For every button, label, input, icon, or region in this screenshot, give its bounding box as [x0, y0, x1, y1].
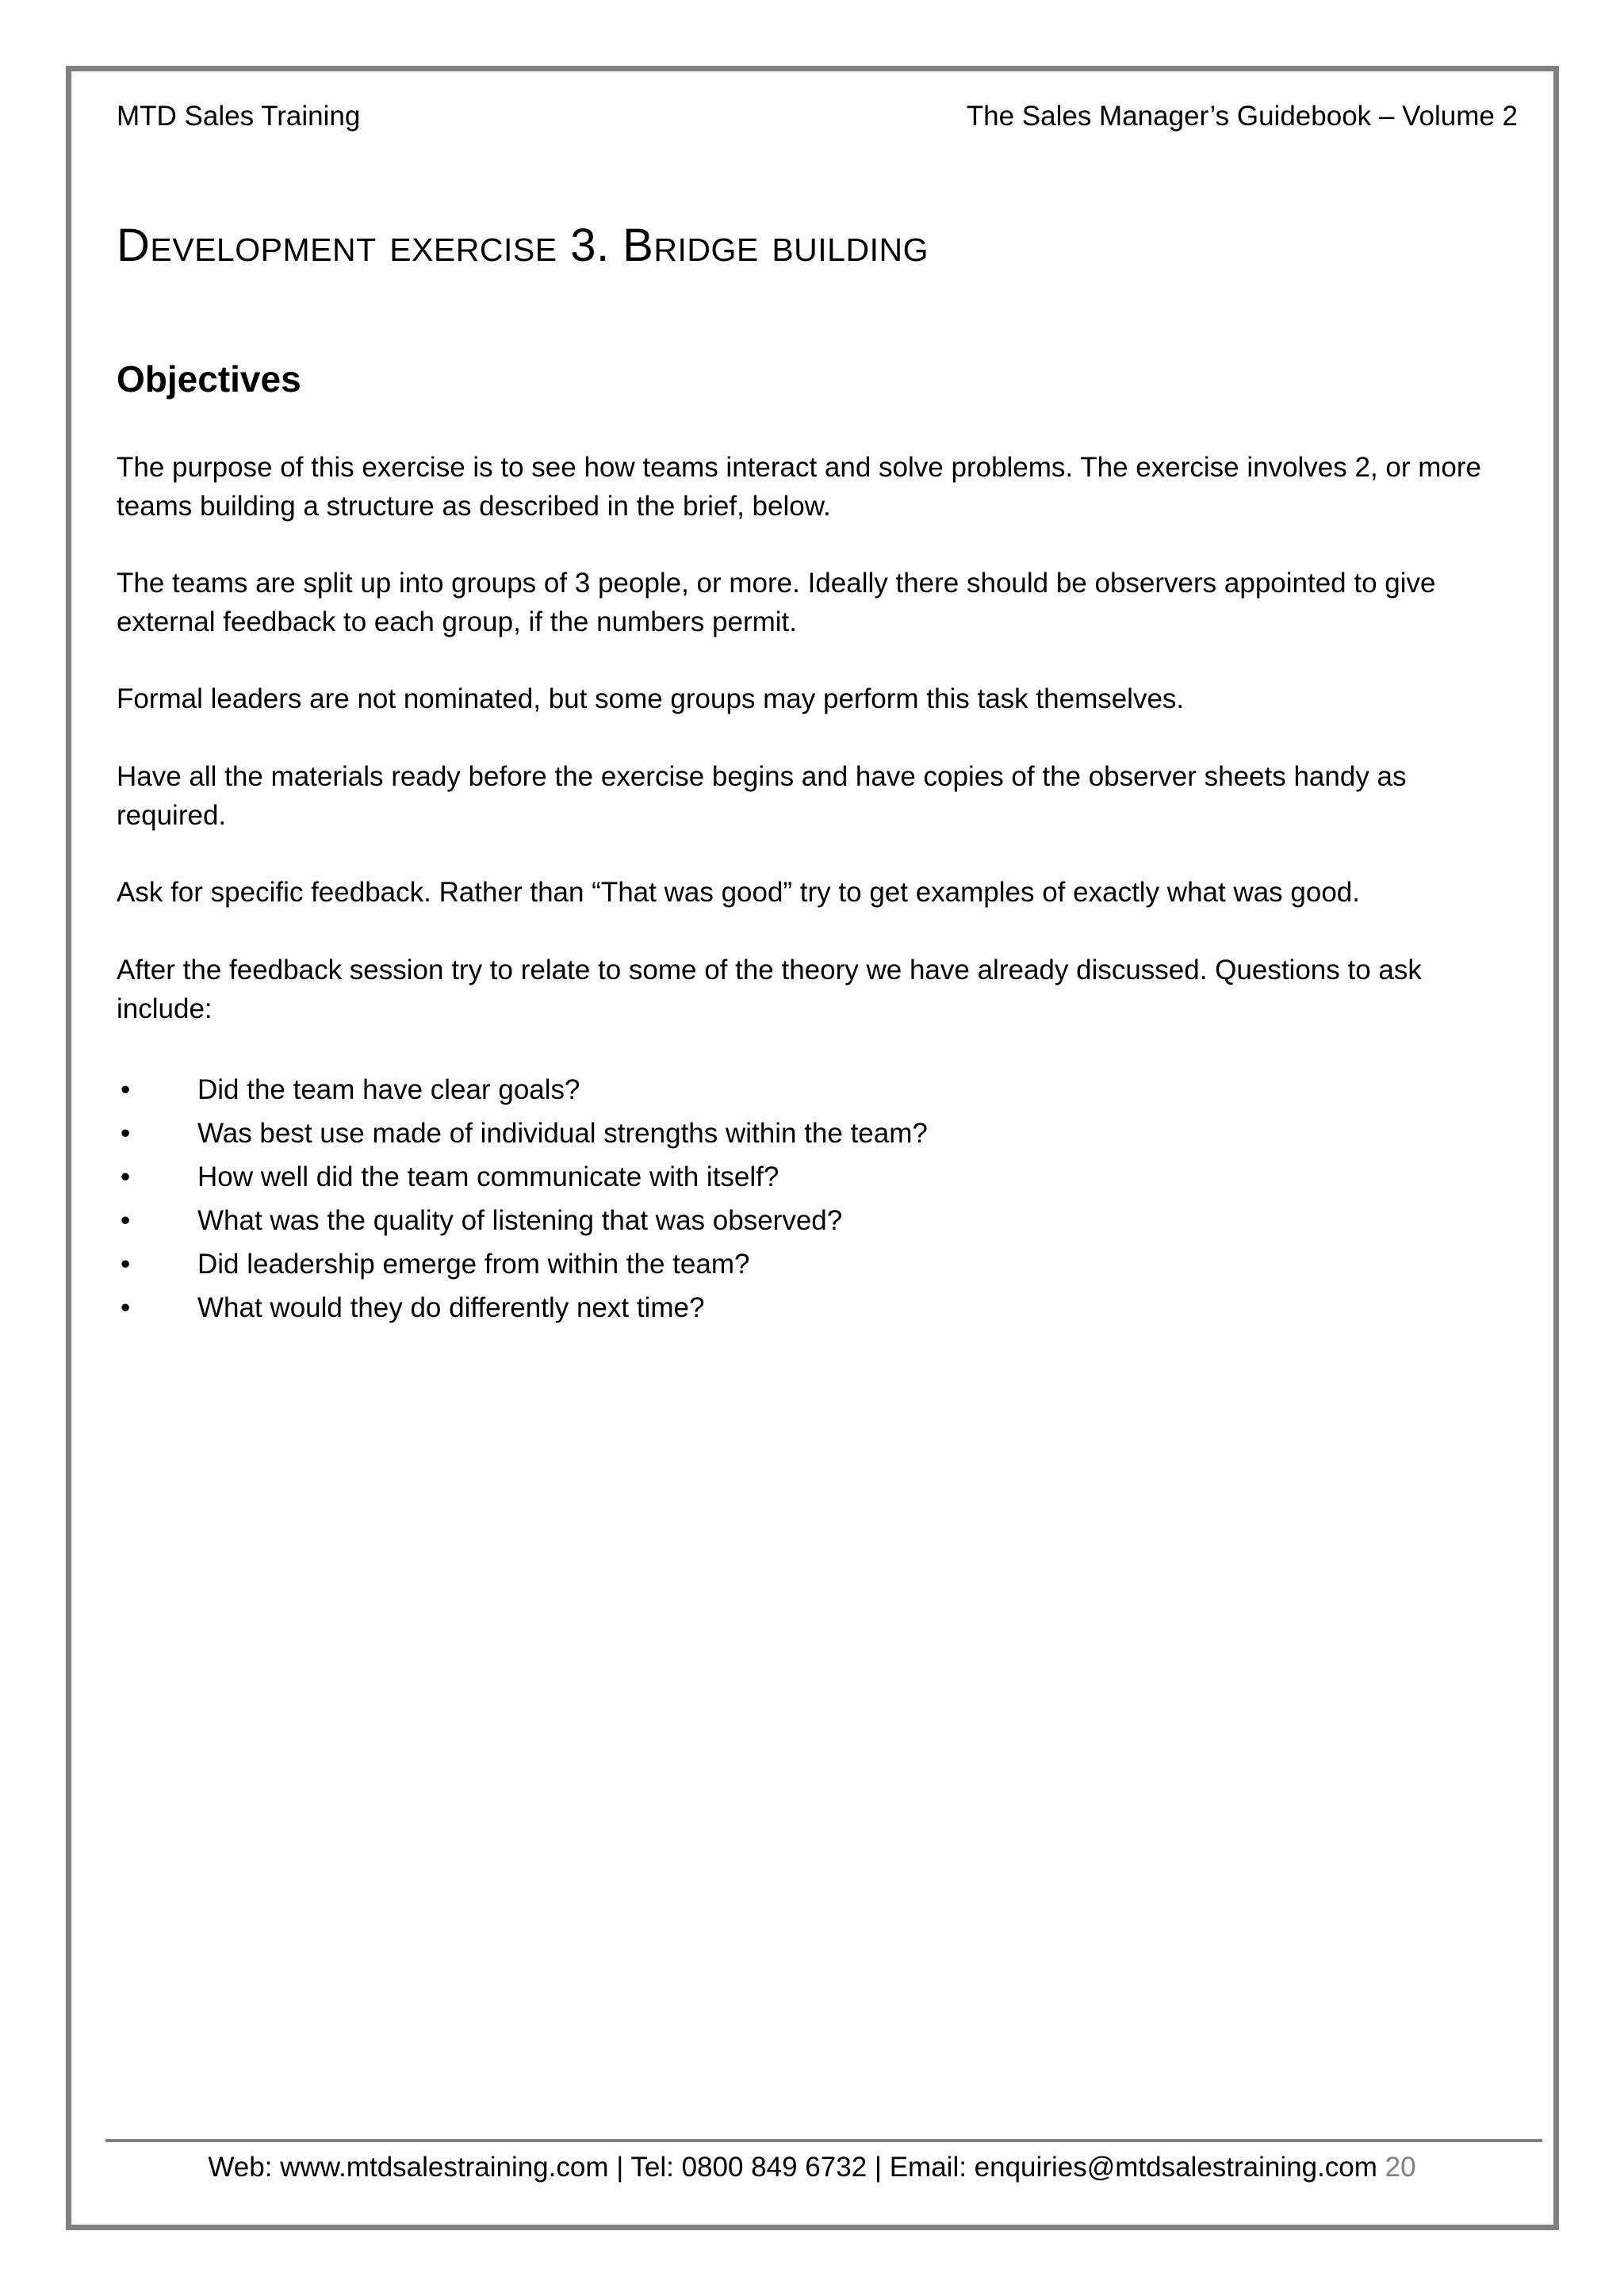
footer-contact: Web: www.mtdsalestraining.com | Tel: 0800 849 6732 | Email: enquiries@mtdsalestraining.com: [208, 2152, 1377, 2183]
bullet-icon: •: [121, 1074, 131, 1105]
list-item-text: Did the team have clear goals?: [197, 1074, 580, 1105]
list-item-text: Was best use made of individual strengths within the team?: [197, 1118, 928, 1149]
bullet-icon: •: [121, 1161, 131, 1192]
paragraph-questions: After the feedback session try to relate to some of the theory we have already discussed. Questions to ask include:: [117, 955, 1422, 1024]
bullet-icon: •: [121, 1292, 131, 1323]
paragraph-leaders: Formal leaders are not nominated, but some groups may perform this task themselves.: [117, 683, 1185, 714]
footer: [0, 2150, 1624, 2185]
page-title: Development exercise 3. Bridge building: [117, 220, 929, 271]
page-number: 20: [1385, 2152, 1416, 2183]
paragraph-teams: The teams are split up into groups of 3 people, or more. Ideally there should be observers appointed to give external feedback to each group, if the numbers permit.: [117, 568, 1436, 637]
list-item: [117, 1242, 928, 1286]
list-item-text: How well did the team communicate with itself?: [197, 1161, 779, 1192]
header-book-title: The Sales Manager’s Guidebook – Volume 2: [966, 101, 1518, 132]
list-item: [117, 1068, 928, 1112]
header-brand: MTD Sales Training: [117, 101, 361, 132]
list-item-text: Did leadership emerge from within the team?: [197, 1249, 750, 1280]
paragraph-feedback: Ask for specific feedback. Rather than “That was good” try to get examples of exactly what was good.: [117, 877, 1360, 908]
bullet-icon: •: [121, 1249, 131, 1280]
section-heading: Objectives: [117, 358, 301, 400]
list-item: [117, 1199, 928, 1242]
bullet-icon: •: [121, 1118, 131, 1149]
question-list: [117, 1068, 928, 1330]
list-item-text: What was the quality of listening that was observed?: [197, 1205, 843, 1236]
paragraph-purpose: The purpose of this exercise is to see how teams interact and solve problems. The exercise involves 2, or more teams building a structure as described in the brief, below.: [117, 452, 1481, 522]
footer-divider: [105, 2139, 1542, 2142]
bullet-icon: •: [121, 1205, 131, 1236]
list-item-text: What would they do differently next time?: [197, 1292, 705, 1323]
list-item: [117, 1112, 928, 1155]
paragraph-materials: Have all the materials ready before the exercise begins and have copies of the observer sheets handy as required.: [117, 761, 1407, 831]
list-item: [117, 1286, 928, 1330]
list-item: [117, 1155, 928, 1199]
